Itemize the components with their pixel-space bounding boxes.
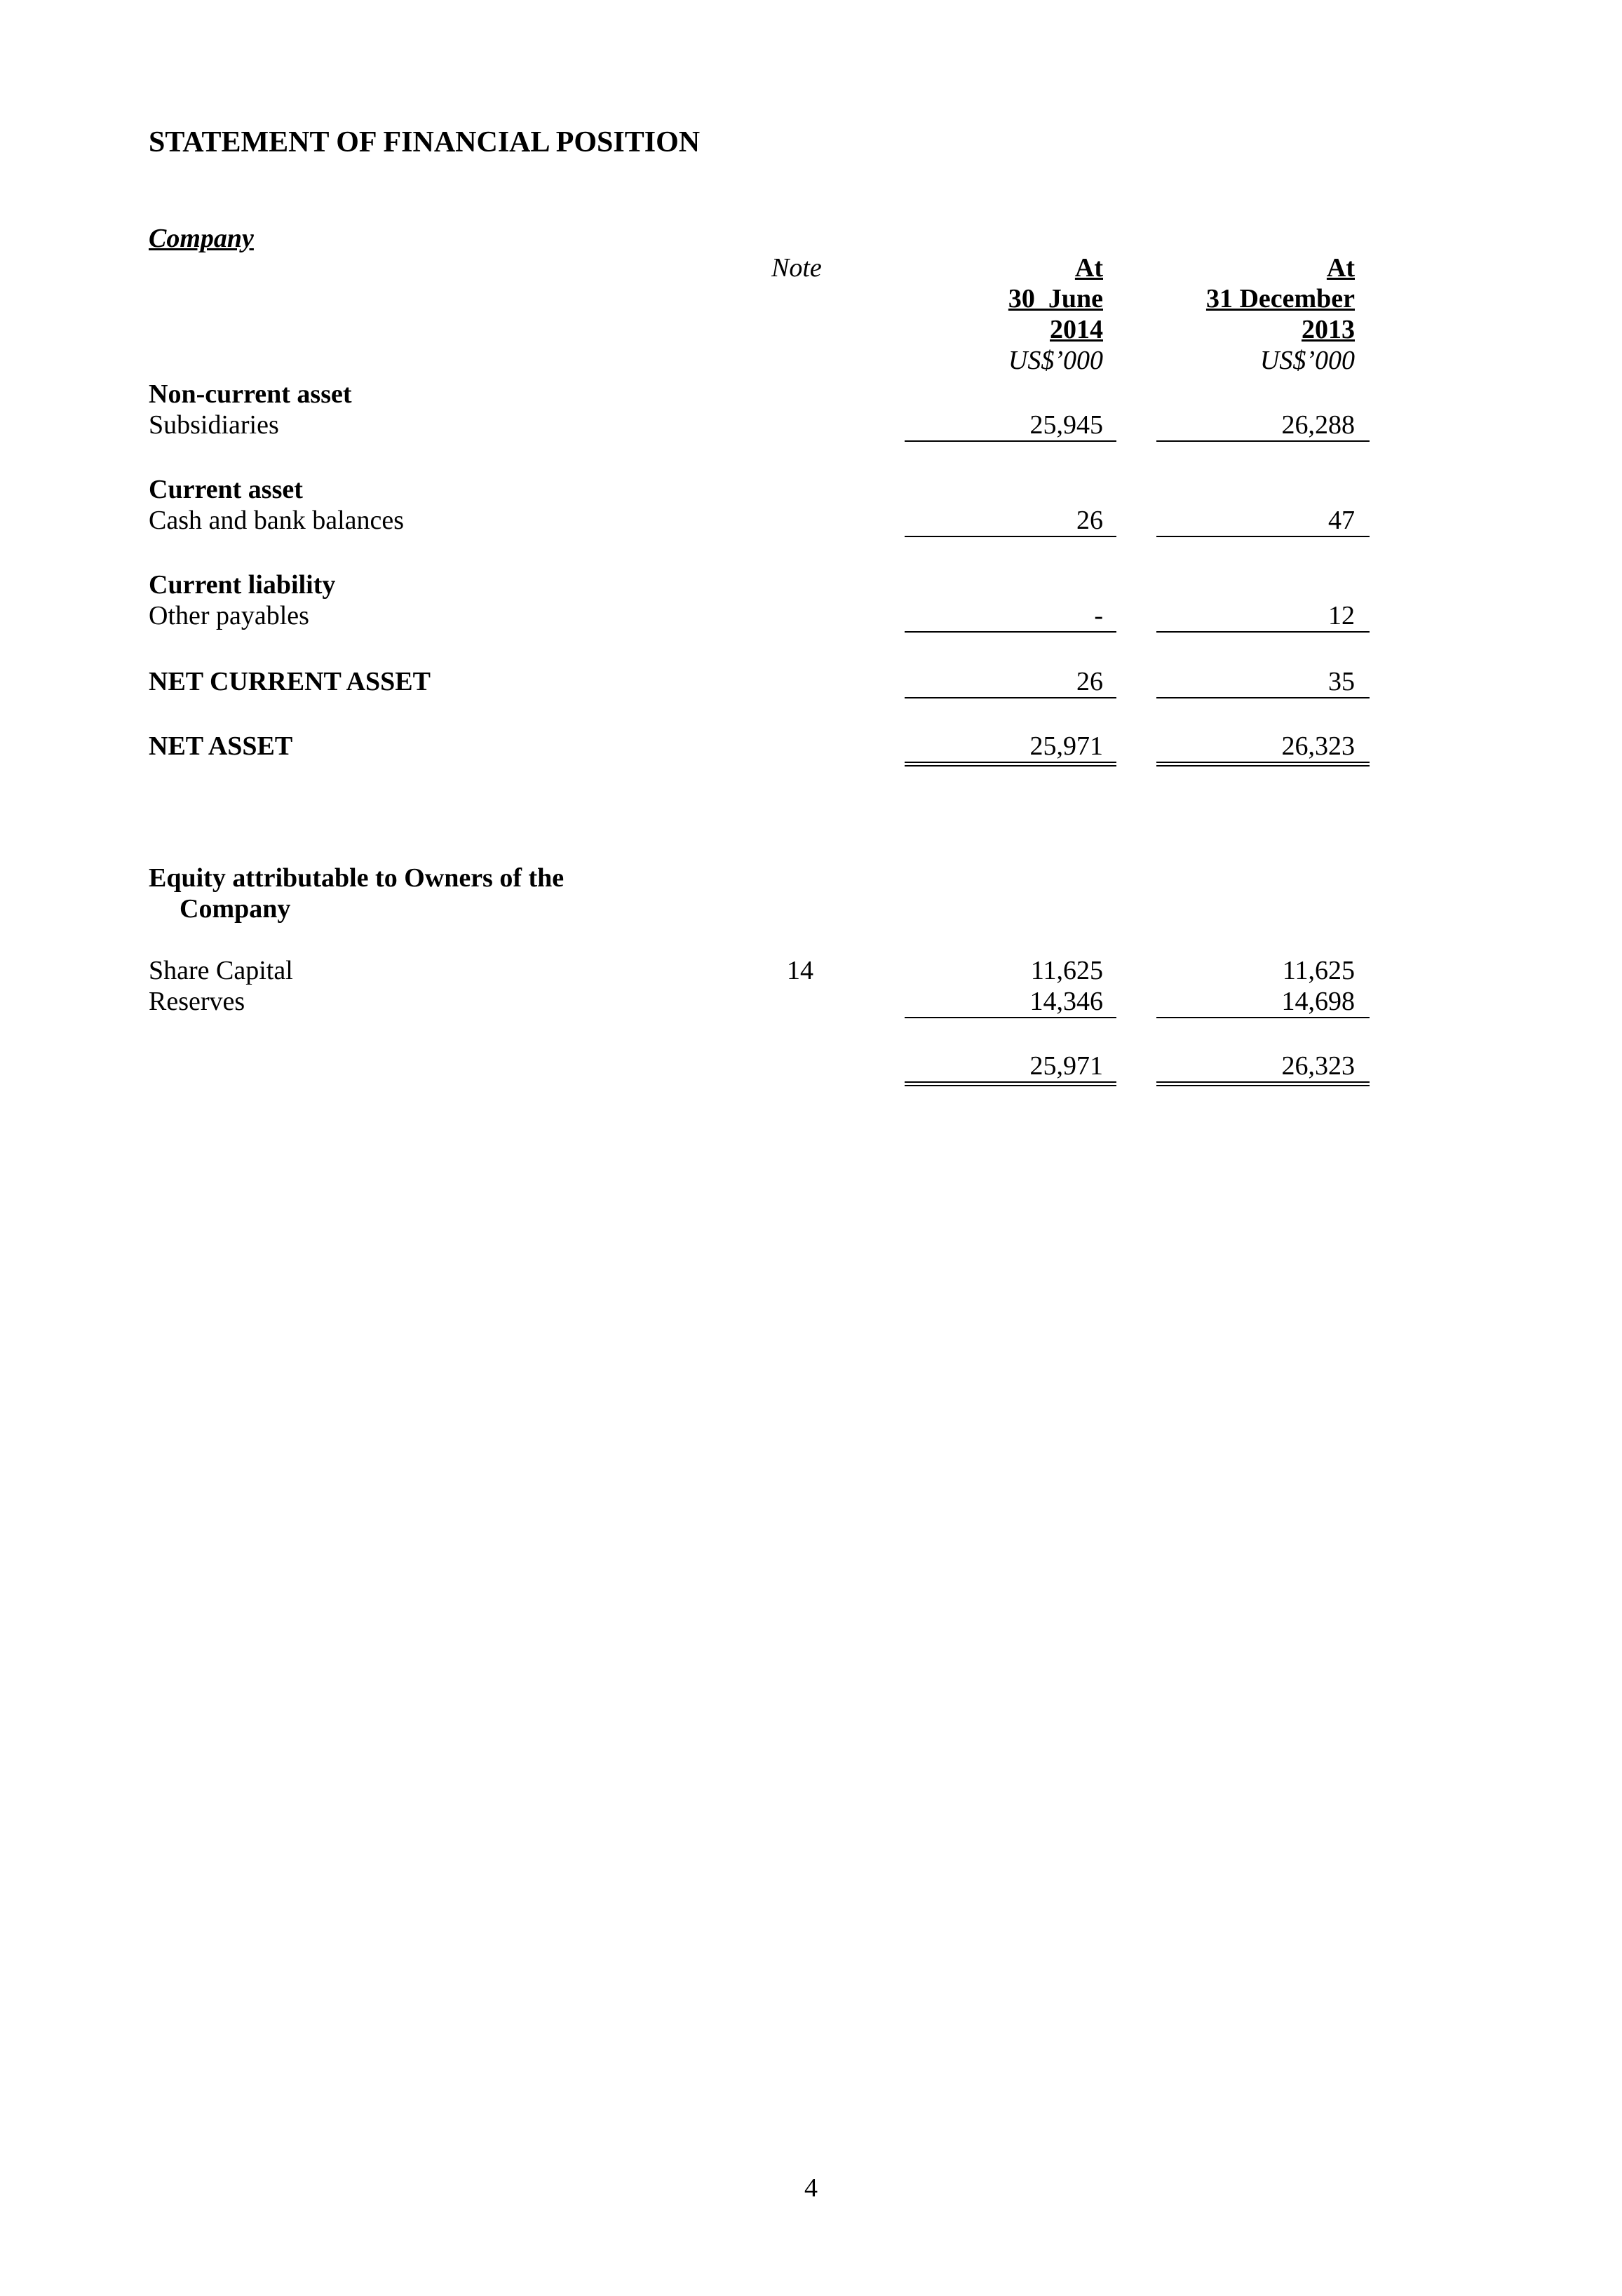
rule — [1156, 697, 1370, 698]
double-rule — [1156, 1081, 1370, 1086]
column-header-2013 — [1206, 252, 1355, 376]
page-number: 4 — [804, 2173, 818, 2203]
double-rule — [905, 1081, 1116, 1086]
value-share-capital-2013: 11,625 — [1282, 956, 1355, 985]
entity-label: Company — [149, 224, 254, 253]
col1-currency: US$’000 — [1008, 346, 1103, 375]
col1-line1: At — [1074, 253, 1103, 283]
section-heading-current-liability: Current liability — [149, 570, 336, 600]
rule — [1156, 631, 1370, 633]
rule — [905, 1017, 1116, 1018]
rule — [1156, 536, 1370, 537]
col2-line3: 2013 — [1302, 315, 1355, 344]
col1-line3: 2014 — [1050, 315, 1103, 344]
row-label-other-payables: Other payables — [149, 601, 309, 630]
section-heading-current-asset: Current asset — [149, 475, 303, 504]
row-label-share-capital: Share Capital — [149, 956, 293, 985]
column-header-2014 — [1008, 252, 1103, 376]
equity-heading-line1: Equity attributable to Owners of the — [149, 863, 565, 893]
rule — [905, 536, 1116, 537]
value-reserves-2014: 14,346 — [1029, 987, 1103, 1016]
value-net-current-asset-2013: 35 — [1328, 667, 1355, 696]
col2-currency: US$’000 — [1259, 346, 1355, 375]
note-share-capital: 14 — [787, 956, 813, 985]
value-equity-total-2013: 26,323 — [1281, 1051, 1355, 1081]
value-cash-2014: 26 — [1076, 506, 1103, 535]
value-net-asset-2014: 25,971 — [1029, 731, 1103, 761]
value-other-payables-2014: - — [1094, 601, 1103, 630]
row-label-reserves: Reserves — [149, 987, 245, 1016]
value-equity-total-2014: 25,971 — [1029, 1051, 1103, 1081]
double-rule — [1156, 762, 1370, 767]
row-label-net-asset: NET ASSET — [149, 731, 293, 761]
value-net-asset-2013: 26,323 — [1281, 731, 1355, 761]
value-subsidiaries-2013: 26,288 — [1281, 410, 1355, 440]
rule — [905, 697, 1116, 698]
row-label-subsidiaries: Subsidiaries — [149, 410, 279, 440]
row-label-net-current-asset: NET CURRENT ASSET — [149, 667, 431, 696]
rule — [1156, 1017, 1370, 1018]
value-share-capital-2014: 11,625 — [1030, 956, 1103, 985]
rule — [905, 440, 1116, 442]
statement-title: STATEMENT OF FINANCIAL POSITION — [149, 126, 701, 158]
rule — [905, 631, 1116, 633]
equity-heading-line2: Company — [180, 894, 291, 924]
value-net-current-asset-2014: 26 — [1076, 667, 1103, 696]
col1-line2: 30 June — [1008, 284, 1103, 313]
value-other-payables-2013: 12 — [1328, 601, 1355, 630]
note-column-header: Note — [771, 253, 822, 283]
value-reserves-2013: 14,698 — [1281, 987, 1355, 1016]
rule — [1156, 440, 1370, 442]
row-label-cash: Cash and bank balances — [149, 506, 405, 535]
value-subsidiaries-2014: 25,945 — [1029, 410, 1103, 440]
value-cash-2013: 47 — [1328, 506, 1355, 535]
double-rule — [905, 762, 1116, 767]
col2-line1: At — [1326, 253, 1355, 283]
col2-line2: 31 December — [1205, 284, 1355, 313]
section-heading-non-current-asset: Non-current asset — [149, 379, 352, 409]
